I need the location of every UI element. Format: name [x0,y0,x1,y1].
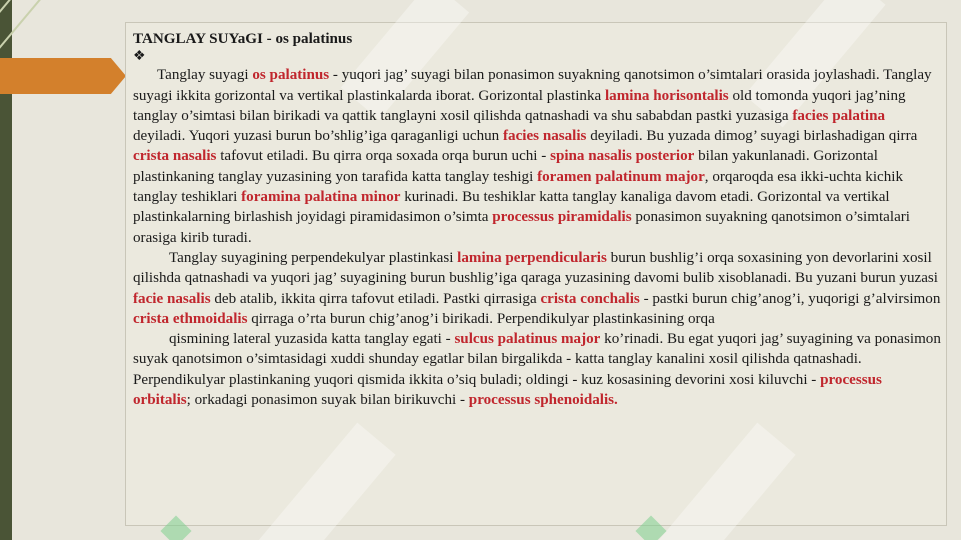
text-segment: tafovut etiladi. Bu qirra orqa soxada orqa burun uchi - [216,148,551,165]
latin-term: foramen palatinum major [537,168,705,185]
text-segment: qismining lateral yuzasida katta tanglay egati - [169,331,455,348]
text-segment: qirraga o’rta burun chig’anog’i birikadi. Perpendikulyar plastinkasining orqa [247,310,715,327]
latin-term: processus sphenoidalis. [468,392,618,409]
orange-arrow-shape [0,58,126,94]
paragraph-2 [133,248,941,329]
latin-term: sulcus palatinus major [454,331,601,348]
latin-term: os palatinus [252,67,330,84]
latin-term: crista nasalis [133,148,217,165]
text-segment: deyiladi. Yuqori yuzasi burun bo’shlig’iga qaraganligi uchun [133,128,503,145]
page-title: TANGLAY SUYaGI - os palatinus [133,31,353,47]
text-segment: old tomonda yuqori jag’ning tanglay o’simtasi bilan birikadi va qattik tanglayni xosil qilishda qatnashadi va shu sababdan pastki yuzasiga [133,87,906,124]
diamond-bullet-icon: ❖ [133,49,146,65]
text-segment: bilan yakunlanadi. Gorizontal plastinkaning tanglay yuzasining yon tarafida katta tanglay teshigi [133,148,878,185]
latin-term: lamina perpendicularis [457,249,607,266]
latin-term: lamina horisontalis [604,87,729,104]
text-segment: Tanglay suyagi [157,67,253,84]
text-segment: , orqaroqda esa ikki-uchta kichik tanglay teshiklari [133,168,904,206]
text-segment: Tanglay suyagining perpendekulyar plastinkasi [169,249,458,266]
paragraph-1 [133,65,941,248]
latin-term: foramina palatina minor [241,189,401,206]
latin-term: facies nasalis [503,128,587,145]
text-segment: burun bushlig’i orqa soxasining yon devorlarini xosil qilishda qatnashadi va yuqori jag’ suyagining burun bushlig’iga qaraga yuzasining davomi bulib xisoblanadi. Bu yuzani burun yuzasi [133,249,938,287]
text-segment: ; orkadagi ponasimon suyak bilan birikuvchi - [186,392,469,409]
text-segment: ko’rinadi. Bu egat yuqori jag’ suyagining va ponasimon suyak qanotsimon o’simtasidagi xuddi shunday egatlar bilan birgalikda - katta tanglay kanalini xosil qilishda qatnashadi. Perpendikulyar plastinkaning yuqori qismida ikkita o’siq buladi; oldingi - kuz kosasining devorini xosi kiluvchi - [133,331,941,388]
latin-term: processus orbitalis [133,371,882,409]
text-segment: ponasimon suyakning qanotsimon o’simtalari orasiga kirib turadi. [133,209,910,246]
latin-term: facies palatina [792,107,886,124]
text-segment: - pastki burun chig’anog’i, yuqorigi g’alvirsimon [639,290,941,307]
text-segment: deyiladi. Bu yuzada dimog’ suyagi birlashadigan qirra [586,128,918,145]
latin-term: spina nasalis posterior [550,148,695,165]
latin-term: facie nasalis [133,290,211,307]
latin-term: crista ethmoidalis [133,310,248,327]
document-body [133,29,941,410]
paragraph-3 [133,329,941,410]
latin-term: processus piramidalis [492,209,632,226]
latin-term: crista conchalis [540,290,640,307]
text-segment: - yuqori jag’ suyagi bilan ponasimon suyakning qanotsimon o’simtalari orasida joylashadi. Tanglay suyagi ikkita gorizontal va vertikal plastinkalarda iborat. Gorizontal plastinka [133,67,932,104]
text-segment: kurinadi. Bu teshiklar katta tanglay kanaliga davom etadi. Gorizontal va vertikal plastinkalarning birlashish joyidagi piramidasimon o’simta [133,189,890,226]
text-segment: deb atalib, ikkita qirra tafovut etiladi. Pastki qirrasiga [210,290,541,307]
